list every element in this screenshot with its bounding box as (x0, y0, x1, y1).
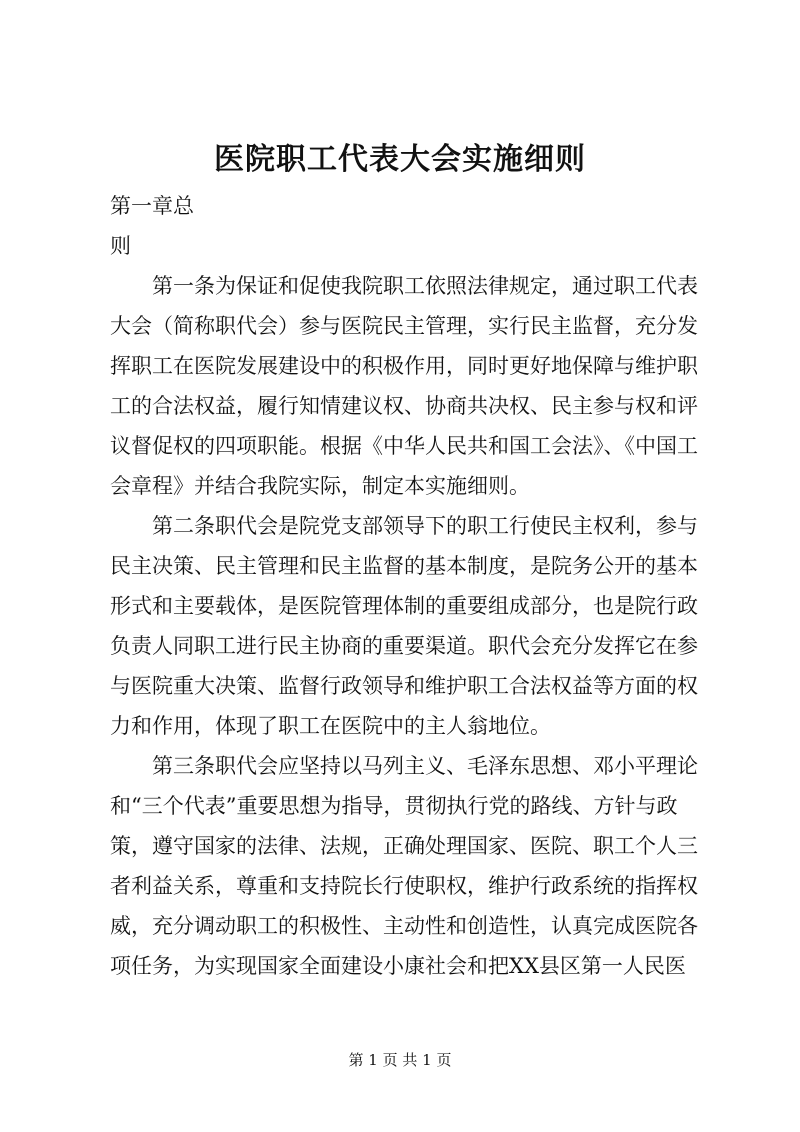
chapter-heading-line2: 则 (110, 234, 131, 258)
document-title: 医院职工代表大会实施细则 (214, 142, 586, 177)
article-2-paragraph: 第二条职代会是院党支部领导下的职工行使民主权利，参与民主决策、民主管理和民主监督的基本制度，是院务公开的基本形式和主要载体，是医院管理体制的重要组成部分，也是院行政负责人同职工进行民主协商的重要渠道。职代会充分发挥它在参与医院重大决策、监督行政领导和维护职工合法权益等方面的权力和作用，体现了职工在医院中的主人翁地位。 (110, 514, 698, 738)
page-footer: 第 1 页 共 1 页 (348, 1051, 452, 1069)
chapter-heading-line1: 第一章总 (110, 194, 194, 218)
document-body (110, 186, 704, 986)
article-3-paragraph: 第三条职代会应坚持以马列主义、毛泽东思想、邓小平理论和“三个代表”重要思想为指导，贯彻执行党的路线、方针与政策，遵守国家的法律、法规，正确处理国家、医院、职工个人三者利益关系，尊重和支持院长行使职权，维护行政系统的指挥权威，充分调动职工的积极性、主动性和创造性，认真完成医院各项任务，为实现国家全面建设小康社会和把XX县区第一人民医 (110, 754, 698, 978)
article-1-paragraph: 第一条为保证和促使我院职工依照法律规定，通过职工代表大会（简称职代会）参与医院民主管理，实行民主监督，充分发挥职工在医院发展建设中的积极作用，同时更好地保障与维护职工的合法权益，履行知情建议权、协商共决权、民主参与权和评议督促权的四项职能。根据《中华人民共和国工会法》、《中国工会章程》并结合我院实际，制定本实施细则。 (110, 274, 698, 498)
